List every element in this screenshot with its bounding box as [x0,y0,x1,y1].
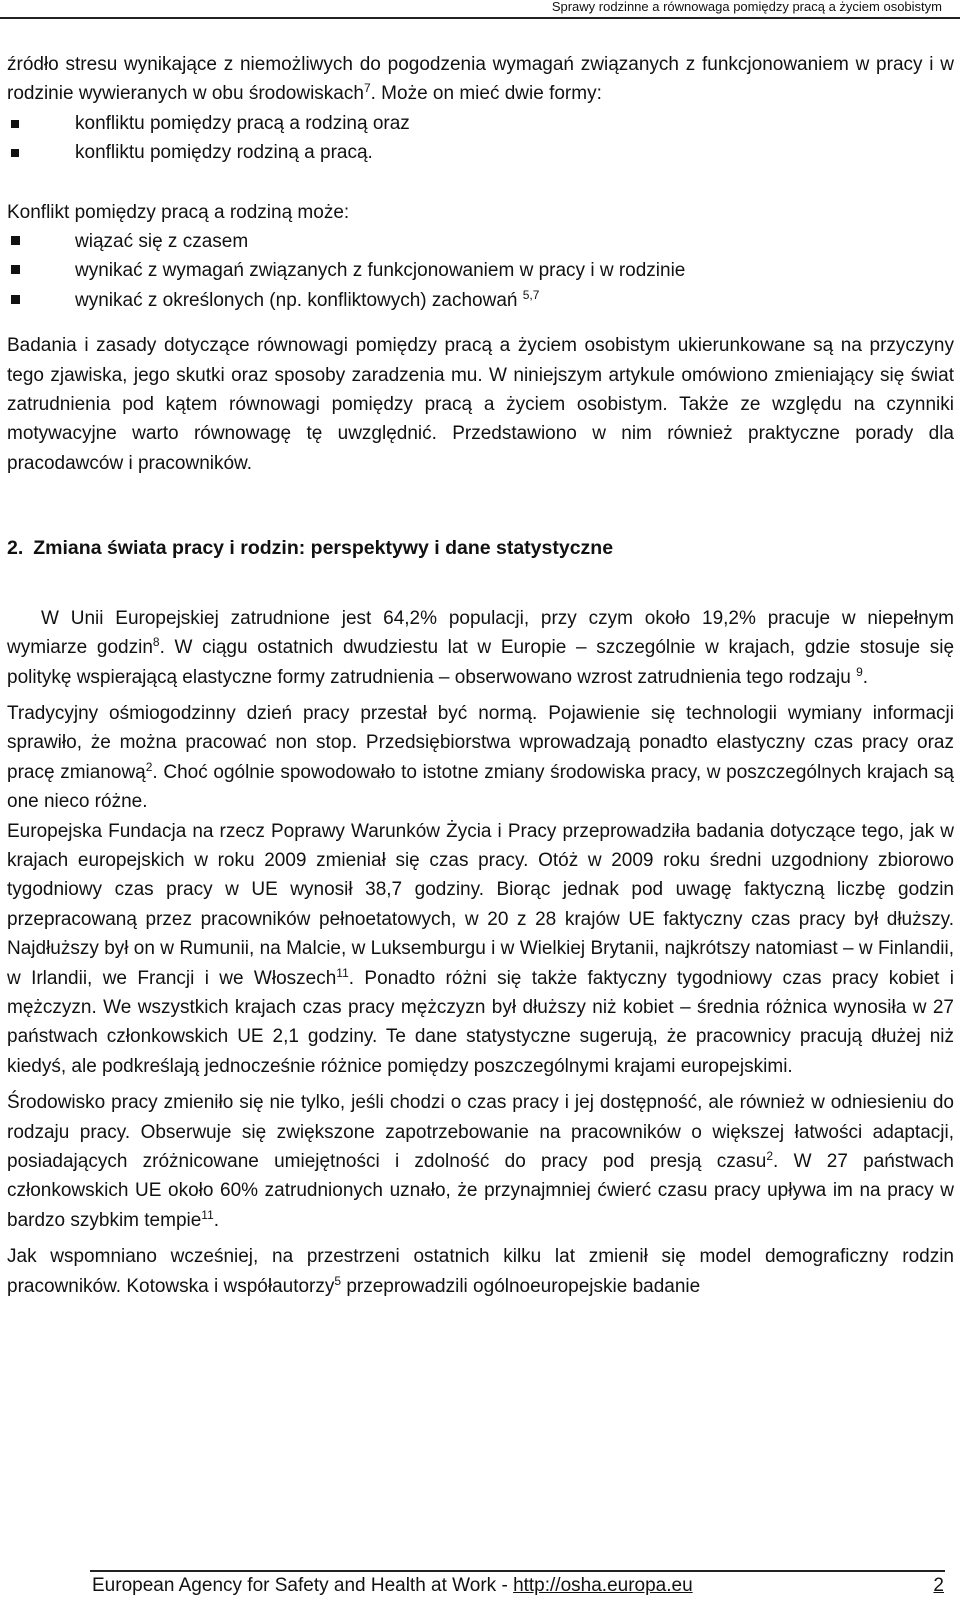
list-item-text: konfliktu pomiędzy rodziną a pracą. [75,142,373,164]
square-bullet-icon [11,149,19,157]
paragraph-text: . [862,666,869,688]
square-bullet-icon [11,120,19,128]
footnote-ref: 11 [201,1207,214,1222]
list-item [7,227,954,256]
running-header: Sprawy rodzinne a równowaga pomiędzy pracą a życiem osobistym [551,0,942,14]
footnote-ref: 11 [336,965,349,980]
paragraph-text: . [213,1209,220,1231]
footnote-ref: 2 [145,759,153,774]
paragraph-text: przeprowadzili ogólnoeuropejskie badanie [341,1275,701,1297]
section-heading [7,534,954,563]
footnote-ref: 5 [334,1273,342,1288]
footer-link[interactable]: http://osha.europa.eu [513,1575,693,1596]
square-bullet-icon [11,236,20,245]
footnote-ref: 9 [856,664,863,679]
paragraph-environment [7,1088,954,1235]
square-bullet-icon [11,295,20,304]
list-item [7,286,954,315]
paragraph-working-day [7,699,954,817]
paragraph-text: Środowisko pracy zmieniło się nie tylko, jeśli chodzi o czas pracy i jej dostępność, ale również w odniesieniu do rodzaju pracy. Obserwuje się zwiększone zapotrzebowanie na pracowników o większej łatwości adaptacji, posiadających zróżnicowane umiejętności i zdolność do pracy pod presją czasu [7,1092,954,1172]
paragraph-text: W Unii Europejskiej zatrudnione jest 64,2% populacji, przy czym około 19,2% pracuje w niepełnym wymiarze godzin [7,607,954,659]
intro-paragraph [7,50,954,109]
footer-text: European Agency for Safety and Health at Work - [92,1575,514,1596]
footnote-ref: 8 [152,635,160,650]
list-item [7,109,954,138]
list-item [7,256,954,285]
intro-text-2: . Może on mieć dwie formy: [370,83,602,105]
intro-text-1: źródło stresu wynikające z niemożliwych do pogodzenia wymagań związanych z funkcjonowaniem w pracy i w rodzinie wywieranych w obu środowiskach [7,54,954,105]
paragraph-text: . Ponadto różni się także faktyczny tygodniowy czas pracy kobiet i mężczyzn. We wszystkich krajach czas pracy mężczyzn był dłuższy niż kobiet – średnia różnica wynosiła w 27 państwach członkowskich UE 2,1 godziny. Te dane statystyczne sugerują, że pracownicy pracują dłużej niż kiedyś, ale podkreślają jednocześnie różnice pomiędzy poszczególnymi krajami europejskimi. [7,967,954,1077]
paragraph-text: Jak wspomniano wcześniej, na przestrzeni ostatnich kilku lat zmienił się model demograficzny rodzin pracowników. Kotowska i współautorzy [7,1246,954,1297]
research-paragraph: Badania i zasady dotyczące równowagi pomiędzy pracą a życiem osobistym ukierunkowane są na przyczyny tego zjawiska, jego skutki oraz sposoby zaradzenia mu. W niniejszym artykule omówiono zmieniający się świat zatrudnienia pod kątem równowagi pomiędzy pracą a życiem osobistym. Także ze względu na czynniki motywacyjne warto równowagę tę uwzględnić. Przedstawiono w nim również praktyczne porady dla pracodawców i pracowników. [7,335,954,474]
paragraph-text: Tradycyjny ośmiogodzinny dzień pracy przestał być normą. Pojawienie się technologii wymiany informacji sprawiło, że można pracować non stop. Przedsiębiorstwa wprowadzają ponadto elastyczny czas pracy oraz pracę zmianową [7,702,954,783]
conflict-intro: Konflikt pomiędzy pracą a rodziną może: [7,201,350,223]
footnote-ref: 5,7 [522,287,540,302]
footer-rule [90,1570,945,1572]
paragraph-text: Europejska Fundacja na rzecz Poprawy Warunków Życia i Pracy przeprowadziła badania dotyczące tego, jak w krajach europejskich w roku 2009 zmieniał się czas pracy. Otóż w 2009 roku średni uzgodniony zbiorowo tygodniowy czas pracy w UE wynosił 38,7 godziny. Biorąc jednak pod uwagę faktyczną liczbę godzin przepracowaną przez pracowników pełnoetatowych, w 20 z 28 krajów UE faktyczny czas pracy był dłuższy. Najdłuższy był on w Rumunii, na Malcie, w Luksemburgu i w Wielkiej Brytanii, najkrótszy natomiast – w Finlandii, w Irlandii, we Francji i we Włoszech [7,820,954,989]
section-number: 2. [7,537,24,560]
list-item-text: konfliktu pomiędzy pracą a rodziną oraz [75,112,410,134]
conflict-list [7,227,954,315]
paragraph-foundation [7,817,954,1082]
square-bullet-icon [11,265,20,274]
page-number: 2 [933,1575,944,1596]
page-footer [92,1574,944,1598]
paragraph-demography [7,1242,954,1301]
paragraph-text: . Choć ogólnie spowodowało to istotne zmiany środowiska pracy, w poszczególnych krajach są one nieco różne. [7,761,954,813]
conflict-forms-list [7,109,954,168]
header-rule [0,17,960,19]
section-title: Zmiana świata pracy i rodzin: perspektywy i dane statystyczne [33,537,614,560]
footnote-ref: 2 [766,1149,774,1163]
paragraph-text: . W 27 państwach członkowskich UE około 60% zatrudnionych uznało, że przynajmniej ćwierć czasu pracy upływa im na pracy w bardzo szybkim tempie [7,1151,954,1231]
footnote-ref: 7 [363,81,371,96]
list-item-text: wiązać się z czasem [75,231,249,253]
list-item [7,138,954,167]
list-item-text: wynikać z wymagań związanych z funkcjonowaniem w pracy i w rodzinie [75,260,686,282]
list-item-text: wynikać z określonych (np. konfliktowych) zachowań [75,289,518,311]
page-content [7,50,954,1301]
paragraph-employment [7,604,954,692]
paragraph-text: . W ciągu ostatnich dwudziestu lat w Europie – szczególnie w krajach, gdzie stosuje się politykę wspierającą elastyczne formy zatrudnienia – obserwowano wzrost zatrudnienia tego rodzaju [7,637,955,688]
